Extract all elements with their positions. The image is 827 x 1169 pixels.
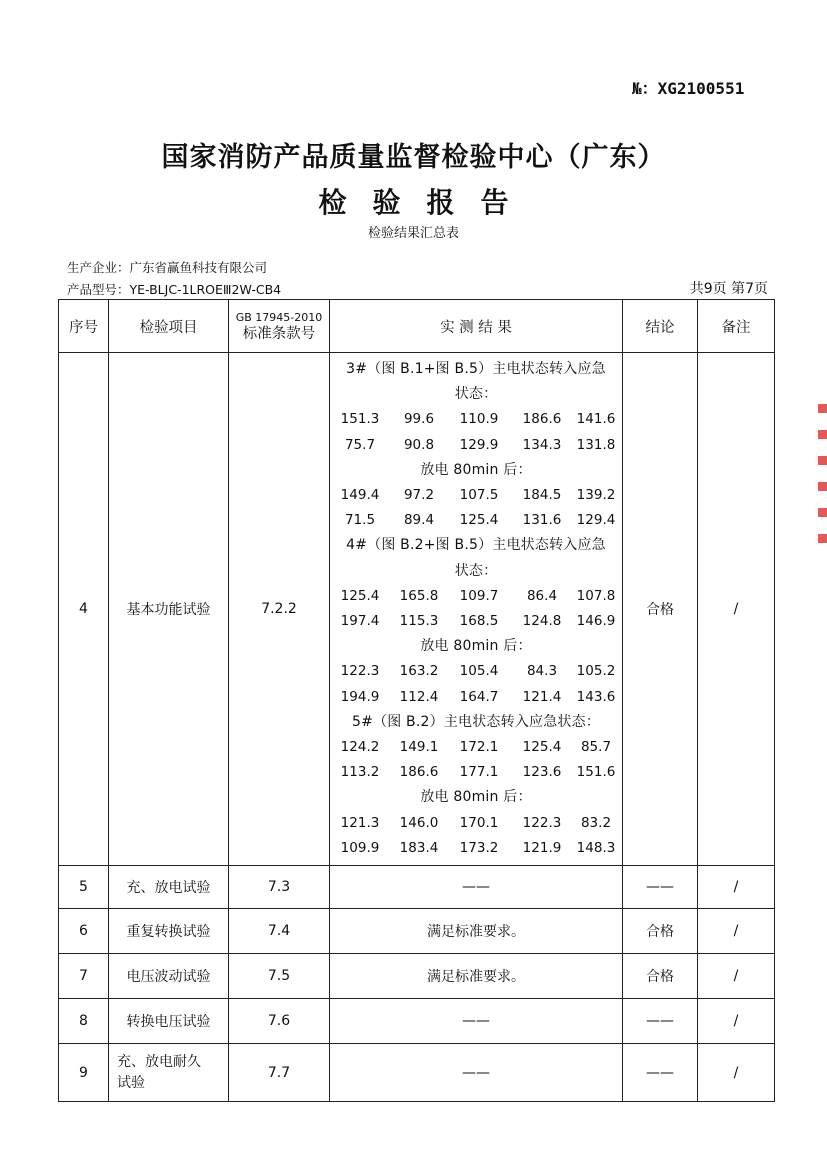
measurement-value: 97.2 xyxy=(403,486,435,503)
measurement-value: 109.9 xyxy=(340,839,380,856)
result-text-line: 放电 80min 后： xyxy=(420,461,532,478)
measurement-value: 184.5 xyxy=(522,486,562,503)
table-row xyxy=(59,866,775,909)
measurement-values-line xyxy=(330,584,622,609)
measurement-values-line xyxy=(330,760,622,785)
row-conclusion: 合格 xyxy=(623,954,698,999)
measurement-value: 83.2 xyxy=(580,814,612,831)
measurement-value: 99.6 xyxy=(403,411,435,428)
measurement-values-line xyxy=(330,811,622,836)
measurement-value: 115.3 xyxy=(399,613,439,629)
measurement-value: 197.4 xyxy=(340,613,380,629)
results-summary-table xyxy=(58,299,775,1102)
measurement-value: 151.3 xyxy=(340,411,380,428)
row-result xyxy=(330,353,623,866)
row-result: —— xyxy=(330,866,623,909)
measurement-value: 139.2 xyxy=(576,486,616,503)
measurement-value: 141.6 xyxy=(576,411,616,428)
table-caption: 检验结果汇总表 xyxy=(367,226,459,241)
row-clause: 7.2.2 xyxy=(229,353,330,866)
row-conclusion: —— xyxy=(623,866,698,909)
measurement-values-line xyxy=(330,433,622,458)
measurement-value: 124.8 xyxy=(522,613,562,629)
measurement-value: 71.5 xyxy=(344,512,376,529)
measurement-values-line xyxy=(330,508,622,533)
measurement-value: 164.7 xyxy=(459,688,499,705)
row-conclusion: 合格 xyxy=(623,353,698,866)
result-text-line: 放电 80min 后： xyxy=(420,789,532,806)
result-text-line: 状态： xyxy=(454,386,498,403)
table-row xyxy=(59,999,775,1044)
measurement-values-line xyxy=(330,609,622,634)
measurement-values-line xyxy=(330,735,622,760)
measurement-value: 149.4 xyxy=(340,486,380,503)
measurement-values-line xyxy=(330,407,622,432)
row-conclusion: —— xyxy=(623,999,698,1044)
measurement-value: 146.0 xyxy=(399,814,439,831)
row-seq: 7 xyxy=(59,954,109,999)
header-standard-label: 标准条款号 xyxy=(242,326,316,342)
measurement-value: 146.9 xyxy=(576,613,616,629)
row-result: 满足标准要求。 xyxy=(330,909,623,954)
measurement-value: 84.3 xyxy=(526,663,558,680)
measurement-value: 121.4 xyxy=(522,688,562,705)
measurement-value: 163.2 xyxy=(399,663,439,680)
row-remark: / xyxy=(698,954,775,999)
measurement-value: 105.4 xyxy=(459,663,499,680)
manufacturer-line: 生产企业：广东省赢鱼科技有限公司 xyxy=(67,260,268,275)
row-remark: / xyxy=(698,866,775,909)
row-seq: 9 xyxy=(59,1044,109,1102)
row-seq: 4 xyxy=(59,353,109,866)
measurement-value: 131.6 xyxy=(522,512,562,529)
header-remark: 备注 xyxy=(698,300,775,353)
measurement-values-line xyxy=(330,483,622,508)
report-number: №：XG2100551 xyxy=(632,79,745,98)
result-text-line: 状态： xyxy=(454,562,498,579)
measurement-value: 89.4 xyxy=(403,512,435,529)
row-seq: 8 xyxy=(59,999,109,1044)
header-result: 实 测 结 果 xyxy=(330,300,623,353)
measurement-value: 86.4 xyxy=(526,587,558,604)
measurement-value: 109.7 xyxy=(459,587,499,604)
measurement-value: 168.5 xyxy=(459,613,499,629)
row-result: 满足标准要求。 xyxy=(330,954,623,999)
measurement-value: 110.9 xyxy=(459,411,499,428)
measurement-value: 134.3 xyxy=(522,436,562,453)
measurement-value: 113.2 xyxy=(340,764,380,781)
measurement-value: 148.3 xyxy=(576,839,616,856)
row-clause: 7.5 xyxy=(229,954,330,999)
result-text-line: 5#（图 B.2）主电状态转入应急状态： xyxy=(351,713,601,730)
row-clause: 7.4 xyxy=(229,909,330,954)
measurement-value: 186.6 xyxy=(522,411,562,428)
measurement-value: 121.9 xyxy=(522,839,562,856)
header-standard-code: GB 17945-2010 xyxy=(235,311,323,324)
measurement-value: 151.6 xyxy=(576,764,616,781)
measurement-value: 183.4 xyxy=(399,839,439,856)
measurement-value: 90.8 xyxy=(403,436,435,453)
measurement-value: 112.4 xyxy=(399,688,439,705)
header-conclusion: 结论 xyxy=(623,300,698,353)
header-item: 检验项目 xyxy=(109,300,229,353)
measurement-values-line xyxy=(330,836,622,861)
measurement-value: 122.3 xyxy=(522,814,562,831)
measurement-value: 143.6 xyxy=(576,688,616,705)
measurement-value: 194.9 xyxy=(340,688,380,705)
result-text-line: 4#（图 B.2+图 B.5）主电状态转入应急 xyxy=(346,537,606,554)
measurement-value: 186.6 xyxy=(399,764,439,781)
measurement-value: 107.5 xyxy=(459,486,499,503)
measurement-value: 173.2 xyxy=(459,839,499,856)
product-model-line: 产品型号：YE-BLJC-1LROEⅢ2W-CB4 xyxy=(67,282,282,297)
measurement-values-line xyxy=(330,659,622,684)
header-seq: 序号 xyxy=(59,300,109,353)
row-result: —— xyxy=(330,999,623,1044)
row-item: 重复转换试验 xyxy=(109,909,229,954)
measurement-value: 122.3 xyxy=(340,663,380,680)
table-row xyxy=(59,954,775,999)
measurement-value: 121.3 xyxy=(340,814,380,831)
row-item: 转换电压试验 xyxy=(109,999,229,1044)
measurement-value: 129.4 xyxy=(576,512,616,529)
measurement-value: 149.1 xyxy=(399,739,439,756)
row-conclusion: —— xyxy=(623,1044,698,1102)
measurement-value: 125.4 xyxy=(340,587,380,604)
measurement-value: 75.7 xyxy=(344,436,376,453)
row-remark: / xyxy=(698,999,775,1044)
result-text-line: 3#（图 B.1+图 B.5）主电状态转入应急 xyxy=(346,360,606,377)
row-remark: / xyxy=(698,909,775,954)
row-remark: / xyxy=(698,353,775,866)
measurement-value: 125.4 xyxy=(522,739,562,756)
table-row xyxy=(59,909,775,954)
measurement-value: 165.8 xyxy=(399,587,439,604)
row-clause: 7.3 xyxy=(229,866,330,909)
page-info: 共9页 第7页 xyxy=(689,281,768,297)
seal-edge-stamp xyxy=(818,404,827,554)
row-seq: 6 xyxy=(59,909,109,954)
row-item: 基本功能试验 xyxy=(109,353,229,866)
measurement-value: 85.7 xyxy=(580,739,612,756)
row-result: —— xyxy=(330,1044,623,1102)
row-conclusion: 合格 xyxy=(623,909,698,954)
row-seq: 5 xyxy=(59,866,109,909)
row-item: 电压波动试验 xyxy=(109,954,229,999)
measurement-value: 172.1 xyxy=(459,739,499,756)
measurement-value: 170.1 xyxy=(459,814,499,831)
table-header-row xyxy=(59,300,775,353)
measurement-value: 123.6 xyxy=(522,764,562,781)
row-clause: 7.6 xyxy=(229,999,330,1044)
table-row xyxy=(59,353,775,866)
measurement-value: 177.1 xyxy=(459,764,499,781)
measurement-value: 129.9 xyxy=(459,436,499,453)
measurement-value: 125.4 xyxy=(459,512,499,529)
measurement-value: 124.2 xyxy=(340,739,380,756)
document-title: 国家消防产品质量监督检验中心（广东） xyxy=(161,142,666,173)
measurement-values-line xyxy=(330,685,622,710)
header-standard xyxy=(229,300,330,353)
measurement-value: 107.8 xyxy=(576,587,616,604)
measurement-value: 131.8 xyxy=(576,436,616,453)
measurement-value: 105.2 xyxy=(576,663,616,680)
table-row xyxy=(59,1044,775,1102)
row-item: 充、放电耐久试验 xyxy=(109,1044,229,1102)
row-remark: / xyxy=(698,1044,775,1102)
result-lines xyxy=(330,356,622,862)
row-item: 充、放电试验 xyxy=(109,866,229,909)
document-subtitle: 检验报告 xyxy=(318,186,535,219)
row-clause: 7.7 xyxy=(229,1044,330,1102)
result-text-line: 放电 80min 后： xyxy=(420,638,532,655)
